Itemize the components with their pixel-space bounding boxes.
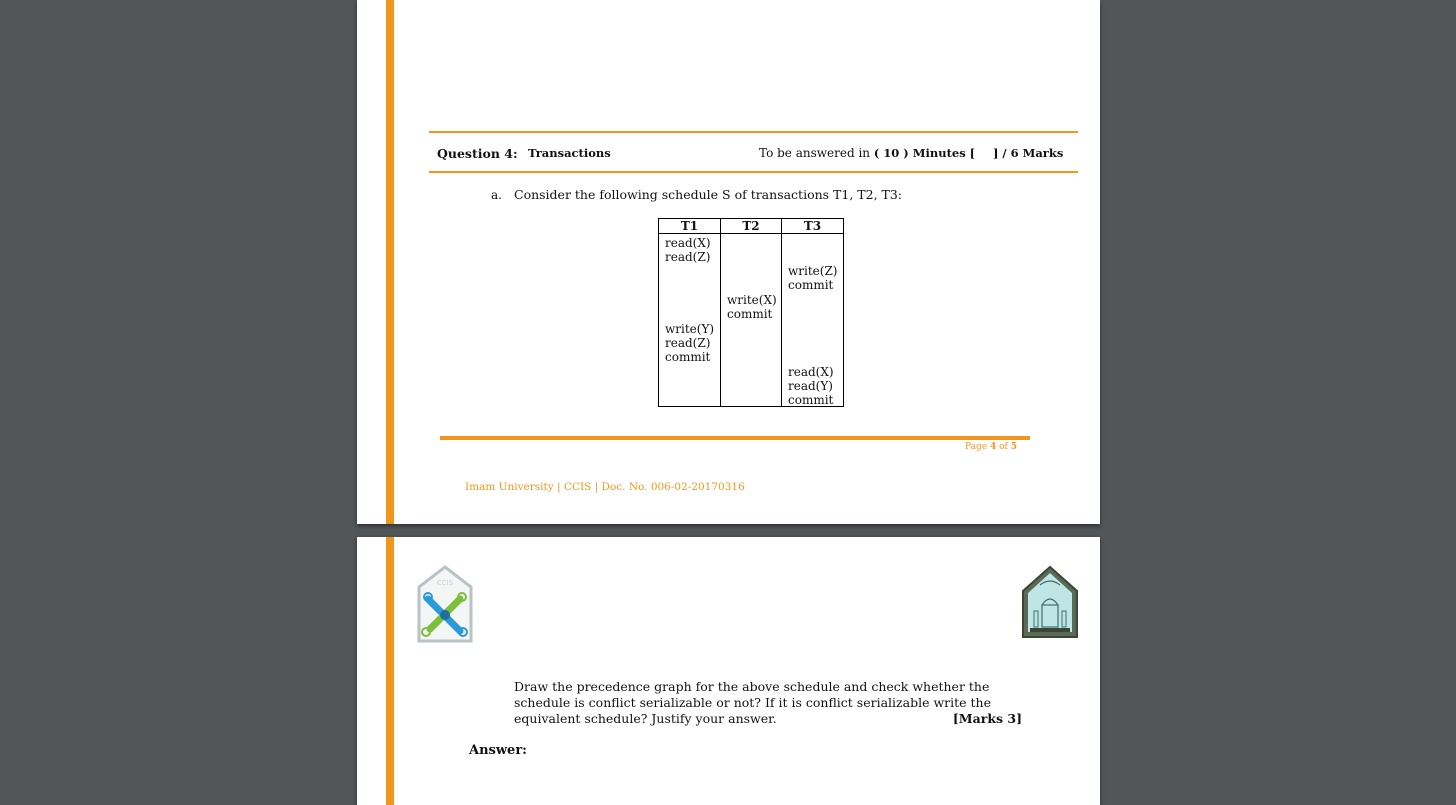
page-number-total: 5 [1010, 442, 1017, 452]
document-page-4 [357, 0, 1100, 524]
t3-op: commit [788, 278, 834, 292]
imam-university-logo [1020, 565, 1080, 639]
item-a-text: Consider the following schedule S of transactions T1, T2, T3: [514, 187, 903, 202]
question-marks: ] / 6 Marks [992, 146, 1064, 160]
answer-label: Answer: [469, 743, 527, 758]
question-topic: Transactions [528, 146, 611, 160]
schedule-table [658, 218, 844, 407]
page-side-bar [386, 537, 394, 805]
question-body: Draw the precedence graph for the above schedule and check whether the schedule is conflict serializable or not? If it is conflict serializable write the equivalent schedule? Justify your answer. [514, 679, 991, 726]
page-side-bar [386, 0, 394, 524]
t1-op: read(Z) [665, 250, 711, 264]
t1-op: commit [665, 350, 711, 364]
t1-op: read(X) [665, 236, 711, 250]
question-text [514, 679, 1022, 727]
t3-op: read(Y) [788, 379, 833, 393]
page-number-current: 4 [989, 442, 997, 452]
document-page-5 [357, 537, 1100, 805]
schedule-col-t1 [659, 234, 721, 407]
time-value: ( 10 ) Minutes [ [873, 146, 976, 160]
ccis-logo [416, 565, 474, 645]
schedule-col-t3 [782, 234, 844, 407]
question-number: Question 4: [437, 146, 518, 161]
schedule-col-t2 [721, 234, 782, 407]
schedule-header-t3: T3 [782, 219, 844, 234]
ccis-logo-text: CCIS [436, 579, 454, 587]
item-a-label: a. [491, 188, 502, 202]
t1-op: write(Y) [665, 322, 715, 336]
document-footer: Imam University | CCIS | Doc. No. 006-02-20170316 [465, 481, 745, 493]
page-number-prefix: Page [964, 442, 988, 452]
question-marks-label: [Marks 3] [952, 711, 1022, 726]
footer-rule [440, 436, 1030, 440]
schedule-header-t2: T2 [721, 219, 782, 234]
item-a [491, 187, 902, 202]
page-number-of: of [999, 442, 1008, 452]
t2-op: commit [727, 307, 773, 321]
schedule-header-t1: T1 [659, 219, 721, 234]
t1-op: read(Z) [665, 336, 711, 350]
page-number [965, 442, 1017, 452]
t3-op: commit [788, 393, 834, 407]
time-prefix: To be answered in [759, 146, 871, 160]
question-header [429, 131, 1078, 173]
t3-op: read(X) [788, 365, 834, 379]
t3-op: write(Z) [788, 264, 838, 278]
t2-op: write(X) [727, 293, 777, 307]
question-time [759, 146, 1063, 160]
